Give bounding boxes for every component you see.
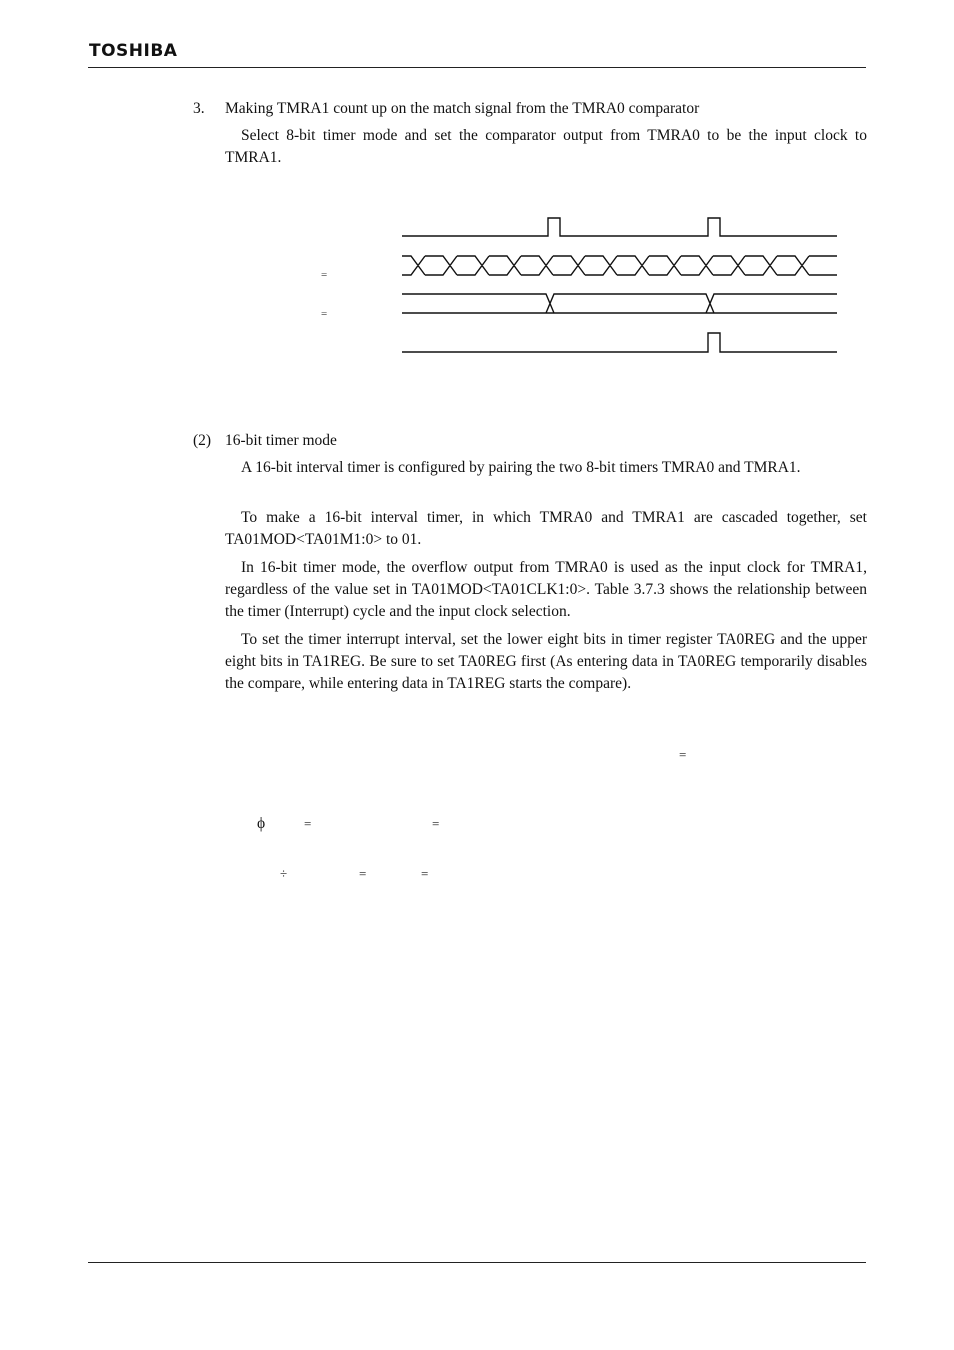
section-2-para-4: To set the timer interrupt interval, set the lower eight bits in timer register TA0REG and the upper eight bits in TA1REG. Be sure to set TA0REG first (As entering data in TA0REG temporarily disables the compare, while entering data in TA1REG starts the compare).	[225, 631, 867, 692]
fragment-phi: ϕ	[257, 815, 266, 832]
toshiba-logo: TOSHIBA	[89, 41, 178, 61]
fragment-eq-5: =	[421, 866, 429, 881]
footer-rule	[88, 1262, 866, 1263]
fragment-eq-4: =	[359, 866, 367, 881]
tmra1-match-waveform	[402, 333, 837, 352]
fragment-eq-3: =	[432, 816, 440, 831]
fragment-eq-1: =	[679, 747, 687, 762]
section-3-title: Making TMRA1 count up on the match signal from the TMRA0 comparator	[225, 100, 700, 117]
section-2-para-3: In 16-bit timer mode, the overflow output from TMRA0 is used as the input clock for TMRA1, regardless of the value set in TA01MOD<TA01CLK1:0>. Table 3.7.3 shows the relationship between the timer (Interrupt) cycle and the input clock selection.	[225, 559, 867, 620]
up-counter-waveform	[402, 256, 837, 275]
timing-diagram	[0, 0, 954, 420]
fragment-eq-2: =	[304, 816, 312, 831]
diagram-eq-1: =	[321, 269, 328, 281]
fragment-divide: ÷	[280, 866, 288, 881]
section-2-para-1: A 16-bit interval timer is configured by pairing the two 8-bit timers TMRA0 and TMRA1.	[241, 459, 801, 476]
diagram-eq-2: =	[321, 308, 328, 320]
section-2-number: (2)	[193, 432, 212, 449]
section-2-title: 16-bit timer mode	[225, 432, 337, 449]
section-2-para-2: To make a 16-bit interval timer, in which TMRA0 and TMRA1 are cascaded together, set TA01MOD<TA01M1:0> to 01.	[225, 509, 867, 548]
section-3-body: Select 8-bit timer mode and set the comparator output from TMRA0 to be the input clock to TMRA1.	[225, 127, 867, 166]
tmra1-counter-waveform	[402, 294, 837, 313]
match-signal-waveform	[402, 218, 837, 236]
section-3-number: 3.	[193, 100, 205, 117]
